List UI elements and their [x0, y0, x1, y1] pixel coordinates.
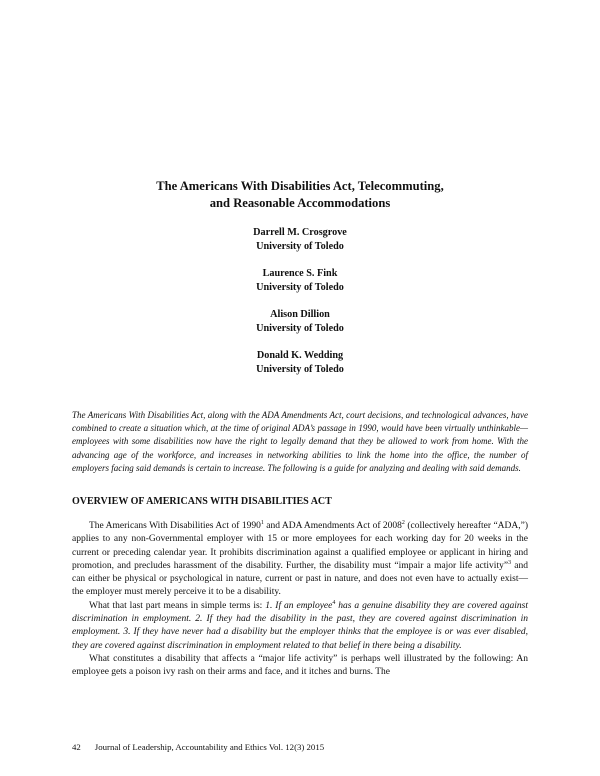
paragraph-1 — [72, 520, 528, 600]
footnote-ref-2: 2 — [401, 519, 405, 526]
page-number: 42 — [72, 742, 81, 752]
title-line-2: and Reasonable Accommodations — [209, 196, 391, 210]
title-line-1: The Americans With Disabilities Act, Telecommuting, — [156, 179, 444, 193]
author-block — [0, 226, 600, 253]
paragraph-2 — [72, 600, 528, 653]
para2-text-1: What that last part means in simple terms is: — [89, 600, 266, 611]
author-affiliation: University of Toledo — [256, 240, 344, 252]
author-block — [0, 349, 600, 376]
body-text — [72, 520, 528, 680]
author-block — [0, 267, 600, 294]
footnote-ref-4: 4 — [332, 599, 336, 606]
para1-text-2: and ADA Amendments Act of 2008 — [263, 521, 402, 531]
author-name: Laurence S. Fink — [262, 268, 338, 279]
para2-italic-2: has a genuine disability they are covered against discrimination in employment. 2. If they had the disability in the past, they are covered against discrimination in employment. 3. If they have never had a disability but the employer thinks that the employee is or was ever disabled, they are covered against discrimination in employment related to that belief in there being a disability. — [72, 600, 529, 651]
paragraph-3: What constitutes a disability that affects a “major life activity” is perhaps well illustrated by the following: An employee gets a poison ivy rash on their arms and face, and it itches and burns. The — [72, 653, 528, 678]
author-affiliation: University of Toledo — [256, 322, 344, 334]
author-block — [0, 308, 600, 335]
para1-text-4: and can either be physical or psychological in nature, current or past in nature, and does not even have to actually exist—the employer must merely perceive it to be a disability. — [72, 560, 529, 598]
para1-text-3: (collectively hereafter “ADA,”) applies to any non-Governmental employer with 15 or more employees for each working day for 20 weeks in the current or preceding calendar year. It prohibits discrimination against a qualified employee or applicant in hiring and promotion, and precludes harassment of the disability. Further, the disability must “impair a major life activity” — [72, 521, 528, 571]
author-name: Donald K. Wedding — [256, 350, 344, 361]
author-affiliation: University of Toledo — [256, 281, 344, 293]
author-list — [0, 226, 600, 390]
paper-title — [0, 178, 600, 212]
journal-citation: Journal of Leadership, Accountability and Ethics Vol. 12(3) 2015 — [94, 742, 325, 752]
footnote-ref-1: 1 — [260, 519, 264, 526]
abstract: The Americans With Disabilities Act, along with the ADA Amendments Act, court decisions, and technological advances, have combined to create a situation which, at the time of original ADA’s passage in 1990, would have been virtually unthinkable—employees with some disabilities now have the right to legally demand that they be allowed to work from home. With the advancing age of the workforce, and increases in networking abilities to link the home into the office, the number of employers facing said demands is certain to increase. The following is a guide for analyzing and dealing with said demands. — [72, 410, 528, 473]
page-footer — [72, 742, 324, 752]
footnote-ref-3: 3 — [508, 559, 512, 566]
author-name: Darrell M. Crosgrove — [253, 227, 347, 238]
para1-text-1: The Americans With Disabilities Act of 1990 — [89, 521, 261, 531]
section-heading: OVERVIEW OF AMERICANS WITH DISABILITIES ACT — [72, 496, 332, 507]
author-affiliation: University of Toledo — [256, 363, 344, 375]
author-name: Alison Dillion — [270, 309, 330, 320]
para2-italic-1: 1. If an employee — [265, 600, 333, 611]
